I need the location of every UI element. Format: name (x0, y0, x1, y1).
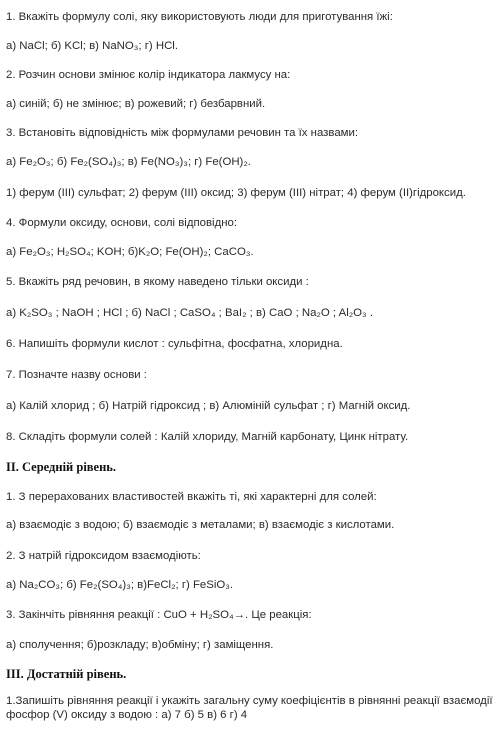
question-5: 5. Вкажіть ряд речовин, в якому наведено тільки оксиди : (6, 276, 309, 288)
section2-question-1-options: а) взаємодіє з водою; б) взаємодіє з металами; в) взаємодіє з кислотами. (6, 519, 395, 531)
section-heading-sufficient: III. Достатній рівень. (6, 667, 127, 681)
question-7-options: а) Калій хлорид ; б) Натрій гідроксид ; в) Алюміній сульфат ; г) Магній оксид. (6, 400, 411, 412)
question-5-options: а) K₂SO₃ ; NaOH ; HCl ; б) NaCl ; CaSO₄ ; BaI₂ ; в) CaO ; Na₂O ; Al₂O₃ . (6, 307, 373, 319)
section2-question-1: 1. З перерахованих властивостей вкажіть ті, які характерні для солей: (6, 491, 377, 503)
question-8: 8. Складіть формули солей : Калій хлориду, Магній карбонату, Цинк нітрату. (6, 431, 409, 443)
question-2: 2. Розчин основи змінює колір індикатора лакмусу на: (6, 69, 291, 81)
section-heading-middle: II. Середній рівень. (6, 460, 117, 474)
question-4: 4. Формули оксиду, основи, солі відповідно: (6, 217, 238, 229)
question-2-options: а) синій; б) не змінює; в) рожевий; г) безбарвний. (6, 98, 266, 110)
section3-question-1: 1.Запишіть рівняння реакції і укажіть загальну суму коефіцієнтів в рівнянні реакції взаємодії фосфор (V) оксиду з водою : а) 7 б) 5 в) 6 г) 4 (6, 695, 493, 721)
question-7: 7. Позначте назву основи : (6, 369, 147, 381)
question-3-formulas: а) Fe₂O₃; б) Fe₂(SO₄)₃; в) Fe(NO₃)₃; г) Fe(OH)₂. (6, 156, 251, 168)
section2-question-2-options: а) Na₂CO₃; б) Fe₂(SO₄)₃; в)FeCl₂; г) FeSiO₃. (6, 579, 234, 591)
question-3: 3. Встановіть відповідність між формулами речовин та їх назвами: (6, 127, 359, 139)
question-3-names: 1) ферум (III) сульфат; 2) ферум (III) оксид; 3) ферум (III) нітрат; 4) ферум (II)гідроксид. (6, 187, 466, 199)
question-4-options: а) Fe₂O₃; H₂SO₄; KOH; б)K₂O; Fe(OH)₂; CaCO₃. (6, 246, 254, 258)
section2-question-2: 2. З натрій гідроксидом взаємодіють: (6, 550, 201, 562)
question-6: 6. Напишіть формули кислот : сульфітна, фосфатна, хлоридна. (6, 338, 343, 350)
question-1-options: а) NaCl; б) KCl; в) NaNO₃; г) HCl. (6, 40, 178, 52)
section2-question-3-options: а) сполучення; б)розкладу; в)обміну; г) заміщення. (6, 639, 274, 651)
section2-question-3: 3. Закінчіть рівняння реакції : CuO + H₂SO₄→. Це реакція: (6, 609, 312, 621)
question-1: 1. Вкажіть формулу солі, яку використовують люди для приготування їжі: (6, 11, 393, 23)
